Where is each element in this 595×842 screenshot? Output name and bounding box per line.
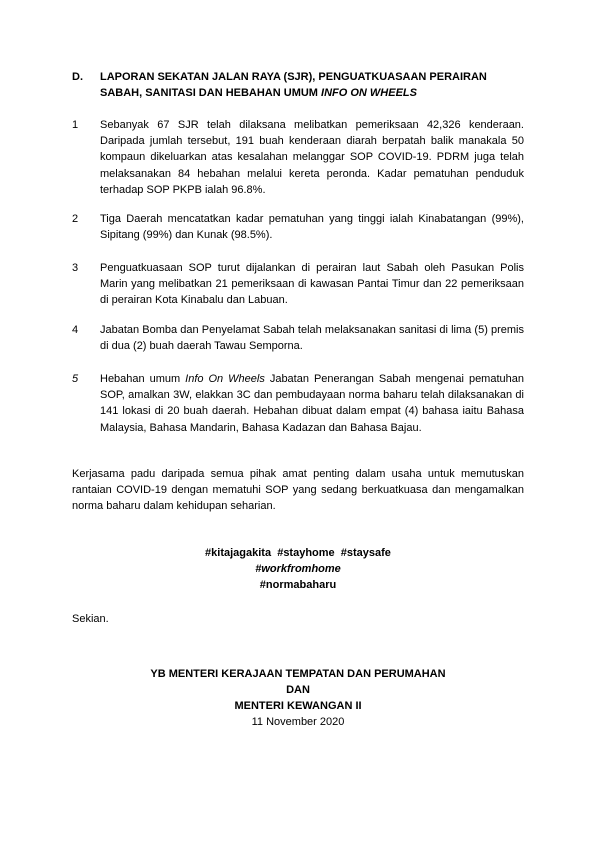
list-item-number: 2 — [72, 213, 79, 225]
sekian-text: Sekian. — [72, 613, 109, 625]
list-item-number: 4 — [72, 324, 79, 336]
section-title-main: LAPORAN SEKATAN JALAN RAYA (SJR), PENGUATKUASAAN PERAIRAN SABAH, SANITASI DAN HEBAHAN UMUM — [100, 71, 487, 99]
section-letter: D. — [72, 71, 83, 83]
hashtag-line-3: #normabaharu — [259, 579, 337, 591]
list-item-number: 1 — [72, 119, 79, 131]
signature-line-2: DAN — [286, 684, 310, 696]
list-item-number: 5 — [72, 373, 79, 385]
list-item-text-after: Jabatan Penerangan Sabah mengenai pematuhan SOP, amalkan 3W, elakkan 3C dan pembudayaan norma baharu telah dilaksanakan di 141 lokasi di 20 buah daerah. Hebahan dibuat dalam empat (4) bahasa iaitu Bahasa Malaysia, Bahasa Mandarin, Bahasa Kadazan dan Bahasa Bajau. — [100, 373, 524, 434]
list-item-text-italic: Info On Wheels — [185, 373, 265, 385]
section-title — [100, 69, 532, 101]
signature-line-1: YB MENTERI KERAJAAN TEMPATAN DAN PERUMAHAN — [150, 668, 446, 680]
list-item-text-before: Hebahan umum — [100, 373, 186, 385]
hashtag-block — [72, 545, 524, 593]
signature-line-3: MENTERI KEWANGAN II — [234, 700, 362, 712]
signature-date: 11 November 2020 — [251, 716, 345, 728]
list-item-text: Penguatkuasaan SOP turut dijalankan di perairan laut Sabah oleh Pasukan Polis Marin yang melibatkan 21 pemeriksaan di kawasan Pantai Timur dan 22 pemeriksaan di perairan Kota Kinabalu dan Labuan. — [100, 262, 524, 307]
signature-block — [72, 666, 524, 730]
list-item-text: Tiga Daerah mencatatkan kadar pematuhan yang tinggi ialah Kinabatangan (99%), Sipitang (99%) dan Kunak (98.5%). — [100, 213, 524, 242]
list-item-number: 3 — [72, 262, 79, 274]
list-item-text — [100, 371, 524, 436]
section-title-italic: INFO ON WHEELS — [321, 87, 417, 99]
hashtag-line-2: #workfromhome — [255, 563, 341, 575]
list-item-text: Sebanyak 67 SJR telah dilaksana melibatkan pemeriksaan 42,326 kenderaan. Daripada jumlah tersebut, 191 buah kenderaan diarah berpatah balik manakala 50 kompaun dikeluarkan atas kesalahan melanggar SOP COVID-19. PDRM juga telah melaksanakan 84 hebahan melalui kereta peronda. Kadar pematuhan penduduk terhadap SOP PKPB ialah 96.8%. — [100, 119, 524, 196]
list-item-text: Jabatan Bomba dan Penyelamat Sabah telah melaksanakan sanitasi di lima (5) premis di dua (2) buah daerah Tawau Semporna. — [100, 324, 524, 353]
hashtag-line-1: #kitajagakita #stayhome #staysafe — [205, 547, 391, 559]
closing-paragraph: Kerjasama padu daripada semua pihak amat penting dalam usaha untuk memutuskan rantaian COVID-19 dengan mematuhi SOP yang sedang berkuatkuasa dan mengamalkan norma baharu dalam kehidupan seharian. — [72, 468, 524, 513]
